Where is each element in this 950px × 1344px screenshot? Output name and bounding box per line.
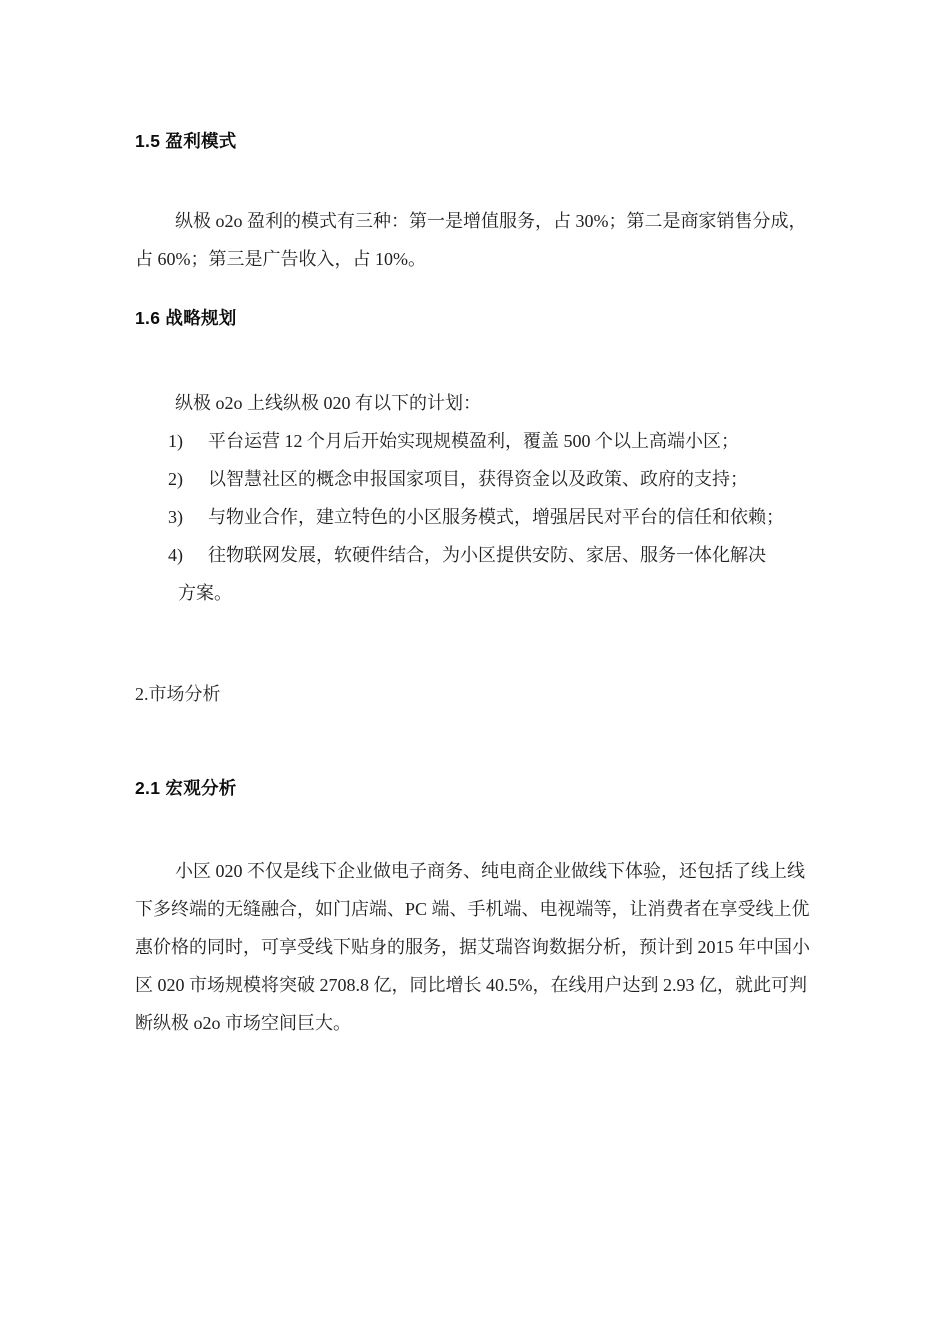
page-content [135,0,815,1042]
top-spacer [135,0,815,128]
spacer-after-heading-2-1 [135,801,815,852]
heading-2: 2.市场分析 [135,684,221,704]
spacer-before-section-2 [135,612,815,679]
list-marker: 4) [168,545,183,565]
list-item-text: 与物业合作，建立特色的小区服务模式，增强居民对平台的信任和依赖； [208,507,784,527]
spacer-before-heading-2-1 [135,709,815,775]
list-item [135,498,815,536]
list-marker: 3) [168,507,183,527]
list-item [135,460,815,498]
heading-2-1: 2.1 宏观分析 [135,778,237,798]
heading-1-5: 1.5 盈利模式 [135,131,237,151]
list-item [135,536,815,612]
list-item-text: 平台运营 12 个月后开始实现规模盈利，覆盖 500 个以上高端小区； [208,431,739,451]
paragraph-profit-model: 纵极 o2o 盈利的模式有三种：第一是增值服务，占 30%；第二是商家销售分成，占 60%；第三是广告收入，占 10%。 [135,211,807,269]
list-item-text: 往物联网发展，软硬件结合，为小区提供安防、家居、服务一体化解决 [208,545,766,565]
strategy-list [135,422,815,612]
list-item-continuation: 方案。 [178,583,232,603]
paragraph-strategy-intro: 纵极 o2o 上线纵极 020 有以下的计划： [175,393,481,413]
spacer-after-heading-1-6 [135,331,815,384]
heading-1-6: 1.6 战略规划 [135,308,237,328]
list-marker: 1) [168,431,183,451]
list-item [135,422,815,460]
spacer-after-heading-1-5 [135,154,815,202]
paragraph-macro-analysis: 小区 020 不仅是线下企业做电子商务、纯电商企业做线下体验，还包括了线上线下多终端的无缝融合，如门店端、PC 端、手机端、电视端等，让消费者在享受线上优惠价格的同时，可享受线下贴身的服务，据艾瑞咨询数据分析，预计到 2015 年中国小区 020 市场规模将突破 2708.8 亿，同比增长 40.5%，在线用户达到 2.93 亿，就此可判断纵极 o2o 市场空间巨大。 [135,861,810,1033]
spacer-before-heading-1-6 [135,278,815,305]
list-marker: 2) [168,469,183,489]
list-item-text: 以智慧社区的概念申报国家项目，获得资金以及政策、政府的支持； [208,469,748,489]
